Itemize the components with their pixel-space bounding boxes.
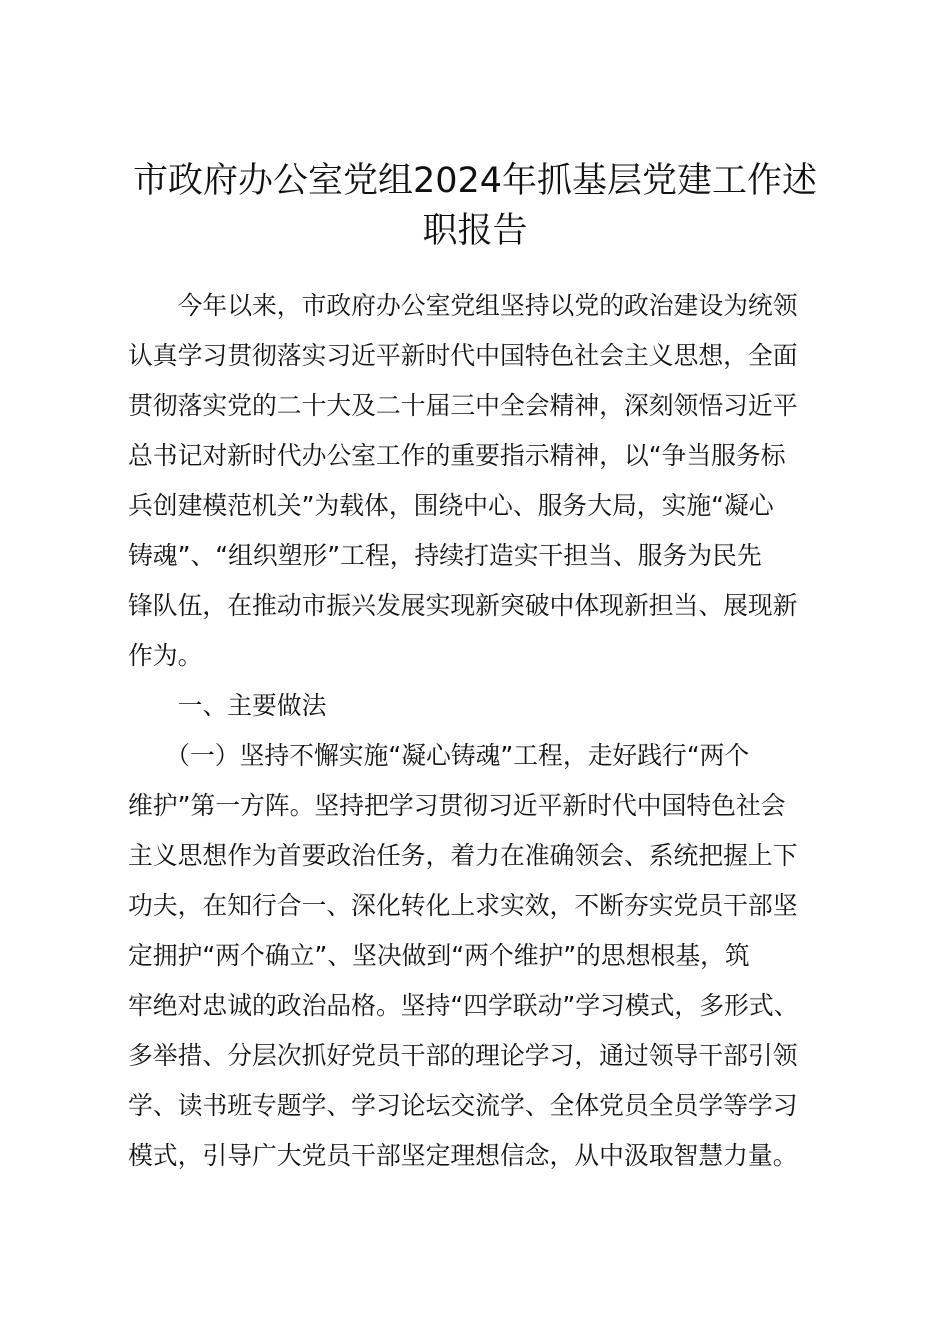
body-line-8: 作为。: [128, 641, 203, 670]
body-line-10: （一）坚持不懈实施“凝心铸魂”工程，走好践行“两个: [128, 741, 750, 770]
body-line-15: 牢绝对忠诚的政治品格。坚持“四学联动”学习模式，多形式、: [128, 991, 799, 1020]
body-line-18: 模式，引导广大党员干部坚定理想信念，从中汲取智慧力量。: [128, 1141, 798, 1170]
body-line-16: 多举措、分层次抓好党员干部的理论学习，通过领导干部引领: [128, 1041, 798, 1070]
body-line-17: 学、读书班专题学、学习论坛交流学、全体党员全员学等学习: [128, 1091, 798, 1120]
body-line-11: 维护”第一方阵。坚持把学习贯彻习近平新时代中国特色社会: [128, 791, 786, 820]
body-line-1: 今年以来，市政府办公室党组坚持以党的政治建设为统领: [128, 291, 798, 320]
body-line-13: 功夫，在知行合一、深化转化上求实效，不断夯实党员干部坚: [128, 891, 798, 920]
body-line-6: 铸魂”、“组织塑形”工程，持续打造实干担当、服务为民先: [128, 541, 762, 570]
document-title-line-2: 职报告: [422, 211, 528, 251]
document-title-line-1: 市政府办公室党组2024年抓基层党建工作述: [132, 161, 818, 201]
body-line-14: 定拥护“两个确立”、坚决做到“两个维护”的思想根基，筑: [128, 941, 750, 970]
body-line-3: 贯彻落实党的二十大及二十届三中全会精神，深刻领悟习近平: [128, 391, 798, 420]
body-line-12: 主义思想作为首要政治任务，着力在准确领会、系统把握上下: [128, 841, 798, 870]
body-line-4: 总书记对新时代办公室工作的重要指示精神，以“争当服务标: [128, 441, 786, 470]
body-line-7: 锋队伍，在推动市振兴发展实现新突破中体现新担当、展现新: [128, 591, 798, 620]
body-line-2: 认真学习贯彻落实习近平新时代中国特色社会主义思想，全面: [128, 341, 798, 370]
body-line-5: 兵创建模范机关”为载体，围绕中心、服务大局，实施“凝心: [128, 491, 774, 520]
section-heading-main-practices: 一、主要做法: [128, 691, 327, 720]
